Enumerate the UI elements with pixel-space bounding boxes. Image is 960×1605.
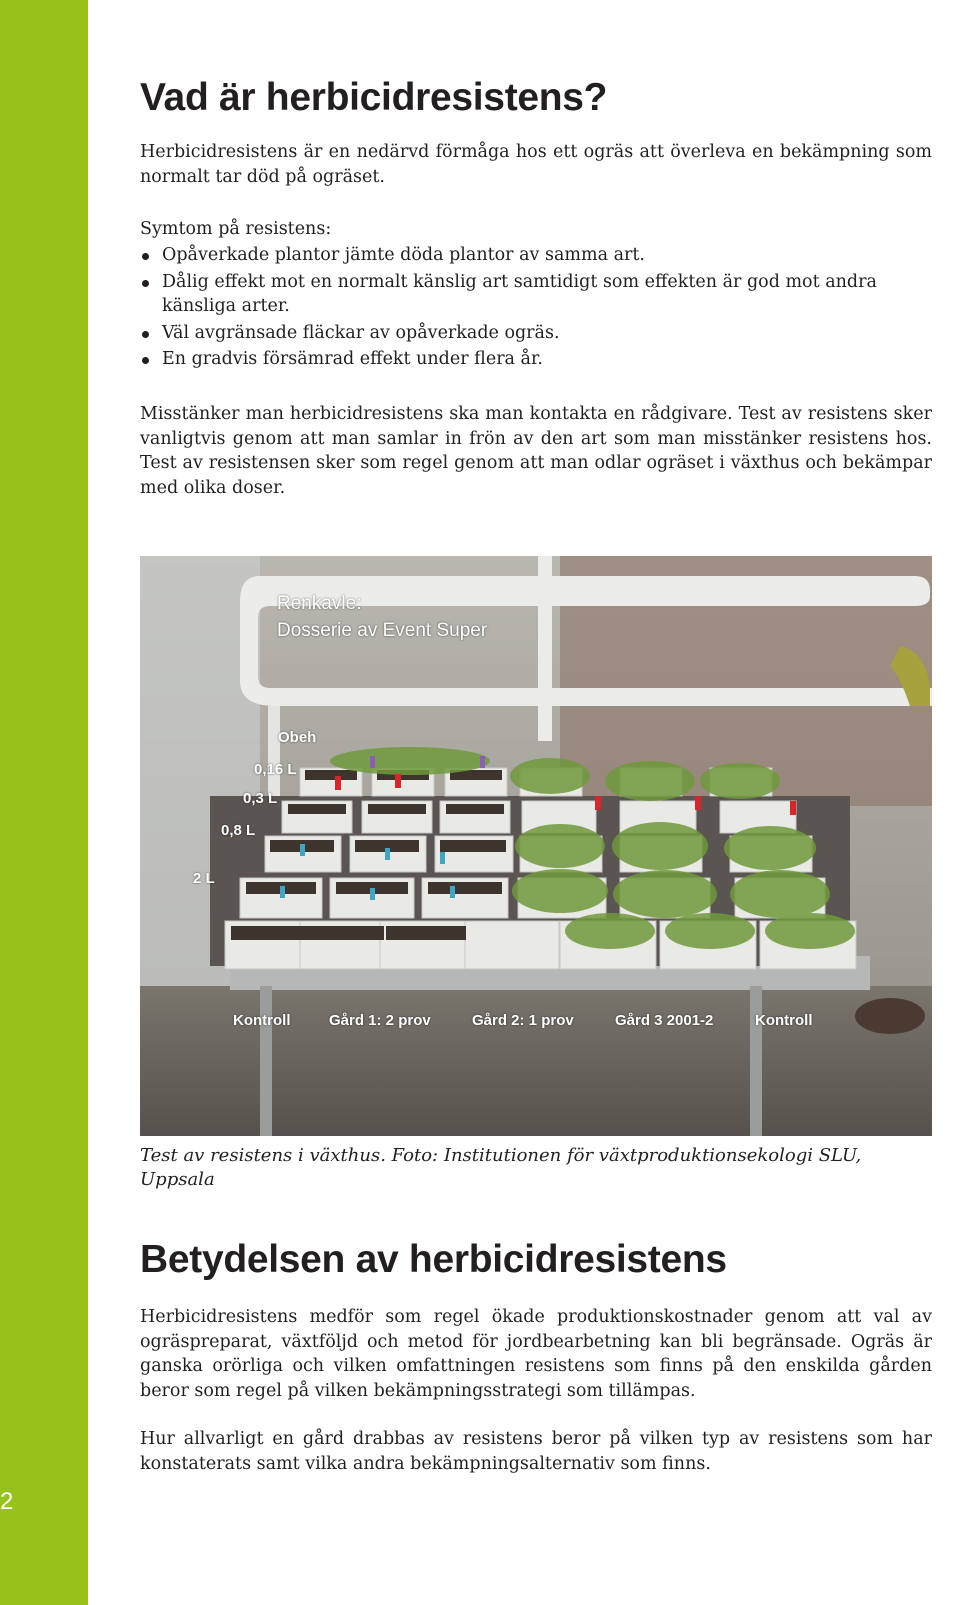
suspect-paragraph: Misstänker man herbicidresistens ska man kontakta en rådgivare. Test av resistens sker vanligtvis genom att man samlar in frön av den art som man misstänker resistens hos. Test av resistensen sker som regel genom att man odlar ogräset i växthus och bekämpar med olika doser. <box>140 404 932 498</box>
green-sidebar <box>0 0 88 1605</box>
dose-label: 0,16 L <box>254 761 297 778</box>
group-label: Gård 2: 1 prov <box>472 1012 574 1029</box>
section-title-resistance: Vad är herbicidresistens? <box>140 76 608 119</box>
photo-title-line2: Dosserie av Event Super <box>277 620 488 641</box>
group-label: Kontroll <box>233 1012 291 1029</box>
dose-label: 0,8 L <box>221 822 256 839</box>
greenhouse-photo <box>140 556 932 1136</box>
symptoms-heading: Symtom på resistens: <box>140 219 332 239</box>
list-item: En gradvis försämrad effekt under flera år. <box>140 347 932 372</box>
list-item: Väl avgränsade fläckar av opåverkade ogräs. <box>140 321 932 346</box>
dose-label: 2 L <box>193 870 215 887</box>
group-label: Gård 3 2001-2 <box>615 1012 714 1029</box>
greenhouse-photo-illustration <box>140 556 932 1136</box>
group-label: Gård 1: 2 prov <box>329 1012 431 1029</box>
cost-paragraph: Herbicidresistens medför som regel ökade produktionskostnader genom att val av ogräspreparat, växtföljd och metod för jordbearbetning kan bli begränsade. Ogräs är ganska orörliga och vilken omfattningen resistens som finns på den enskilda gården beror som regel på vilken bekämpningsstrategi som tillämpas. <box>140 1307 932 1401</box>
list-item: Dålig effekt mot en normalt känslig art samtidigt som effekten är god mot andra känsliga arter. <box>140 270 932 319</box>
page-number: 2 <box>0 1488 14 1515</box>
dose-label: Obeh <box>278 729 317 746</box>
intro-paragraph: Herbicidresistens är en nedärvd förmåga hos ett ogräs att överleva en bekämpning som normalt tar död på ogräset. <box>140 142 932 187</box>
photo-caption: Test av resistens i växthus. Foto: Institutionen för växtproduktionsekologi SLU, Uppsala <box>140 1145 862 1190</box>
group-label: Kontroll <box>755 1012 813 1029</box>
symptoms-list <box>140 243 932 374</box>
list-item: Opåverkade plantor jämte döda plantor av samma art. <box>140 243 932 268</box>
section-title-significance: Betydelsen av herbicidresistens <box>140 1238 727 1281</box>
dose-label: 0,3 L <box>243 790 278 807</box>
photo-title-line1: Renkavle: <box>277 593 362 614</box>
severity-paragraph: Hur allvarligt en gård drabbas av resistens beror på vilken typ av resistens som har konstaterats samt vilka andra bekämpningsalternativ som finns. <box>140 1429 932 1474</box>
